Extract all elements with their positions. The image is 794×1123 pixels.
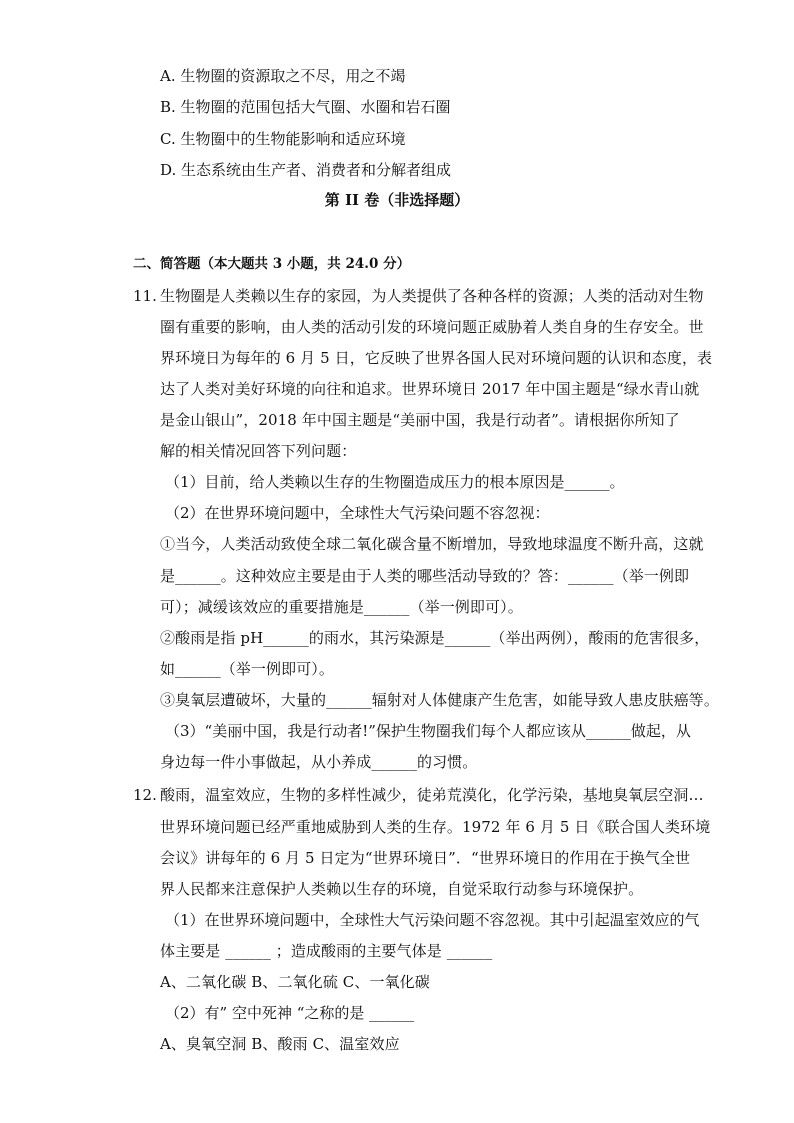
option-c: C. 生物圈中的生物能影响和适应环境: [160, 130, 406, 148]
q11-line: 是______。这种效应主要是由于人类的哪些活动导致的？答：______（举一例即: [160, 567, 690, 585]
q11-subquestion-3: （3）“美丽中国，我是行动者!”保护生物圈我们每个人都应该从______做起，从: [165, 722, 691, 740]
q12-line: 世界环境问题已经严重地威胁到人类的生存。1972 年 6 月 5 日《联合国人类环境: [160, 818, 711, 836]
q12-line: 体主要是 ______ ；造成酸雨的主要气体是 ______: [160, 942, 493, 960]
q11-line: 生物圈是人类赖以生存的家园，为人类提供了各种各样的资源；人类的活动对生物: [160, 287, 704, 305]
question-12-number: 12.: [133, 786, 157, 804]
q12-line: 界人民都来注意保护人类赖以生存的环境，自觉采取行动参与环境保护。: [160, 880, 644, 898]
option-d: D. 生态系统由生产者、消费者和分解者组成: [160, 161, 452, 179]
q12-subquestion-1: （1）在世界环境问题中，全球性大气污染问题不容忽视。其中引起温室效应的气: [165, 911, 700, 929]
q12-choices-1: A、二氧化碳 B、二氧化硫 C、一氧化碳: [160, 973, 430, 991]
q12-subquestion-2: （2）有” 空中死神 “之称的是 ______: [165, 1004, 415, 1022]
q11-line: 界环境日为每年的 6 月 5 日，它反映了世界各国人民对环境问题的认识和态度，表: [160, 349, 713, 367]
q11-item-1: ①当今，人类活动致使全球二氧化碳含量不断增加，导致地球温度不断升高，这就: [160, 535, 704, 553]
q11-subquestion-1: （1）目前，给人类赖以生存的生物圈造成压力的根本原因是______。: [165, 473, 625, 491]
q11-item-3: ③臭氧层遭破坏，大量的______辐射对人体健康产生危害，如能导致人患皮肤癌等。: [160, 691, 720, 709]
q11-item-2: ②酸雨是指 pH______的雨水，其污染源是______（举出两例），酸雨的危害很多，: [160, 629, 710, 647]
option-b: B. 生物圈的范围包括大气圈、水圈和岩石圈: [160, 98, 451, 116]
q11-line: 如______（举一例即可）。: [160, 660, 335, 678]
q11-line: 解的相关情况回答下列问题：: [160, 442, 357, 460]
question-11-number: 11.: [133, 287, 157, 305]
q11-line: 可）；减缓该效应的重要措施是______（举一例即可）。: [160, 598, 523, 616]
q12-line: 会议》讲每年的 6 月 5 日定为“世界环境日”．“世界环境日的作用在于换气全世: [160, 849, 691, 867]
q11-subquestion-2: （2）在世界环境问题中，全球性大气污染问题不容忽视：: [165, 504, 550, 522]
q11-line: 身边每一件小事做起，从小养成______的习惯。: [160, 753, 478, 771]
q12-choices-2: A、臭氧空洞 B、酸雨 C、温室效应: [160, 1035, 400, 1053]
option-a: A. 生物圈的资源取之不尽，用之不竭: [160, 67, 406, 85]
q12-line: 酸雨，温室效应，生物的多样性减少，徒弟荒漠化，化学污染，基地臭氧层空洞…: [160, 786, 704, 804]
q11-line: 达了人类对美好环境的向往和追求。世界环境日 2017 年中国主题是“绿水青山就: [160, 380, 700, 398]
part-title: 第 II 卷（非选择题）: [324, 191, 470, 209]
q11-line: 圈有重要的影响，由人类的活动引发的环境问题正威胁着人类自身的生存安全。世: [160, 318, 704, 336]
section-heading: 二、简答题（本大题共 3 小题，共 24.0 分）: [133, 256, 411, 272]
q11-line: 是金山银山”，2018 年中国主题是“美丽中国，我是行动者”。请根据你所知了: [160, 411, 680, 429]
